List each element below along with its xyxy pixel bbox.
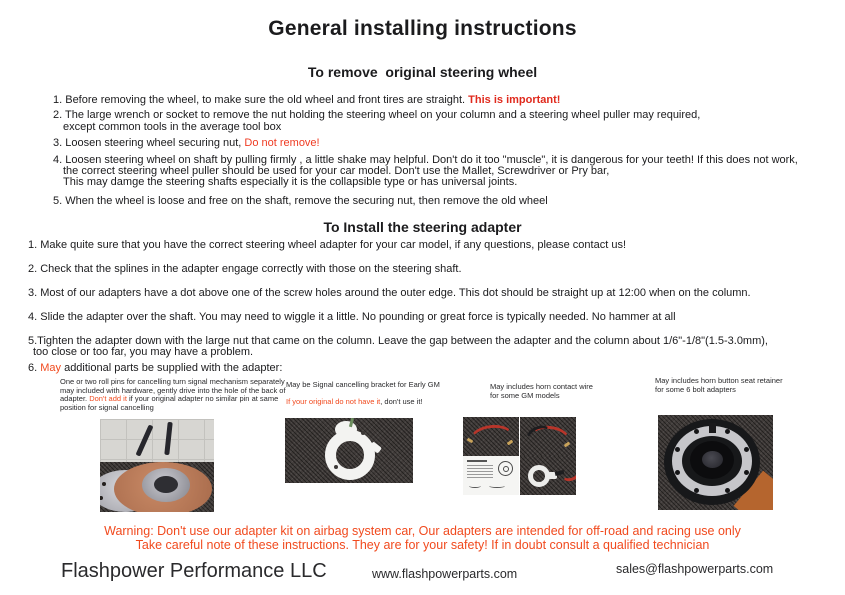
photo-roll-pins-and-adapter [100,419,214,512]
remove-step-3: 3. Loosen steering wheel securing nut, Do not remove! [53,137,320,150]
remove-step-5: 5. When the wheel is loose and free on the shaft, remove the securing nut, then remove the old wheel [53,194,548,207]
section-heading-remove: To remove original steering wheel [307,64,538,80]
page-title: General installing instructions [268,17,577,40]
horn-wire-image-2 [520,417,576,456]
install-step-6: 6. May additional parts be supplied with the adapter: [28,362,283,375]
photo-horn-contact-wire [463,417,576,495]
email-address: sales@flashpowerparts.com [616,562,774,576]
photo-horn-button-seat-retainer [658,415,773,510]
horn-contact-plug-image [520,456,576,495]
roll-pins-image [100,419,214,462]
roll-pin-icon [164,422,172,455]
install-step-2: 2. Check that the splines in the adapter engage correctly with those on the steering shaft. [28,262,462,275]
part-caption-roll-pins: One or two roll pins for cancelling turn signal mechanism separately may included with hardware, gently drive into the hole of the back of adapter. Don't add it if your original adapter no similar pin at same position for signal cancelling [60,377,288,412]
roll-pin-icon [136,424,154,456]
remove-step-4: 4. Loosen steering wheel on shaft by pulling firmly , a little shake may helpful. Don't do it too "muscle", it is dangerous for your teeth! If this does not work, the correct steering wheel puller should be used for your car model. Don't use the Mallet, Screwdriver or Pry bar, This may damge the steering shafts especially it is the collapsible type or has universal joints. [53,153,798,189]
install-step-3: 3. Most of our adapters have a dot above one of the screw holes around the outer edge. This dot should be straight up at 12:00 when on the column. [28,286,751,299]
company-name: Flashpower Performance LLC [61,560,327,582]
remove-step-1: 1. Before removing the wheel, to make sure the old wheel and front tires are straight. This is important! [53,94,561,106]
warning-text [0,525,845,552]
install-steps-list [28,240,839,387]
part-caption-horn-contact-wire: May includes horn contact wire for some GM models [490,382,593,400]
install-step-4: 4. Slide the adapter over the shaft. You may need to wiggle it a little. No pounding or great force is typically needed. No hammer at all [28,310,676,323]
part-caption-cancelling-bracket: May be Signal cancelling bracket for Early GM If your original do not have it, don't use it! [286,380,440,407]
remove-steps-list [53,95,839,211]
part-caption-horn-button-retainer: May includes horn button seat retainer for some 6 bolt adapters [655,376,783,394]
photo-signal-cancelling-bracket [285,418,413,483]
adapter-back-image [100,462,214,512]
remove-step-2: 2. The large wrench or socket to remove the nut holding the steering wheel on your column and a steering wheel puller may required, except common tools in the average tool box [53,109,701,133]
install-step-5: 5.Tighten the adapter down with the large nut that came on the column. Leave the gap between the adapter and the column about 1/6"-1/8"(1.5-3.0mm), too close or too far, you may have a problem. [28,334,768,359]
horn-wire-image-1 [463,417,519,456]
adapter-hub-icon [142,468,190,502]
warning-line-1: Warning: Don't use our adapter kit on airbag system car, Our adapters are intended for off-road and racing use only [104,524,741,538]
section-heading-install: To Install the steering adapter [323,219,522,235]
cancelling-bracket-icon [323,422,379,480]
instruction-paper-image [463,456,519,495]
website-url: www.flashpowerparts.com [372,567,518,581]
install-step-1: 1. Make quite sure that you have the correct steering wheel adapter for your car model, if any questions, please contact us! [28,239,626,251]
warning-line-2: Take careful note of these instructions. They are for your safety! If in doubt consult a qualified technician [135,537,710,552]
